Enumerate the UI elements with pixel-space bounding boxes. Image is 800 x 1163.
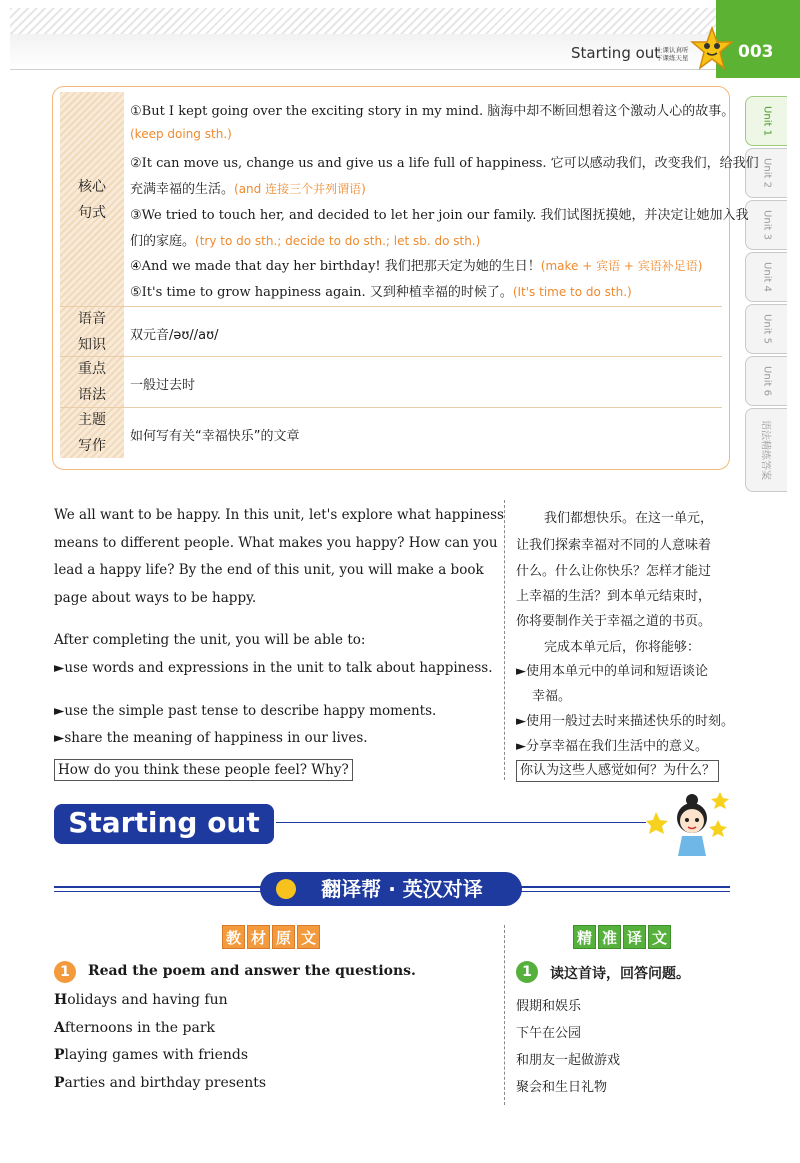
tab-unit-6[interactable]: Unit 6 xyxy=(745,356,787,406)
header-motto: 上课认真听 下课练天星 xyxy=(656,46,689,62)
intro-en-line: After completing the unit, you will be able to: xyxy=(54,632,366,648)
sentence-line: ①But I kept going over the exciting story in my mind. 脑海中却不断回想着这个激动人心的故事。 xyxy=(130,104,735,119)
intro-en-line: lead a happy life? By the end of this unit, you will make a book xyxy=(54,562,484,578)
row-divider xyxy=(60,407,722,408)
tab-grammar-answers[interactable]: 语法精练答案 xyxy=(745,408,787,492)
activity-number-en: 1 xyxy=(54,961,76,983)
intro-zh-line: 让我们探索幸福对不同的人意味着 xyxy=(516,538,712,553)
row-divider xyxy=(60,306,722,307)
label-writing: 主题 写作 xyxy=(78,412,106,454)
intro-en-question: How do you think these people feel? Why? xyxy=(54,759,353,781)
sentence-note: (keep doing sth.) xyxy=(130,127,232,141)
running-title: Starting out xyxy=(571,44,661,62)
translation-banner: 翻译帮 · 英汉对译 xyxy=(260,872,522,906)
row-divider xyxy=(60,356,722,357)
lightbulb-icon xyxy=(276,879,296,899)
intro-zh-bullet: ►使用本单元中的单词和短语谈论 xyxy=(516,664,708,679)
writing-text: 如何写有关“幸福快乐”的文章 xyxy=(130,429,300,444)
intro-en-line: We all want to be happy. In this unit, let's explore what happiness xyxy=(54,507,504,523)
column-divider xyxy=(504,500,505,780)
section-title-rule xyxy=(276,822,646,823)
intro-en-line: means to different people. What makes you happy? How can you xyxy=(54,535,498,551)
pronunciation-text: 双元音/əʊ//aʊ/ xyxy=(130,328,219,343)
tab-unit-5[interactable]: Unit 5 xyxy=(745,304,787,354)
label-core-sentences: 核心 句式 xyxy=(78,179,106,221)
poem-line-en: Playing games with friends xyxy=(54,1047,249,1063)
tag-translation: 精 准 译 文 xyxy=(573,925,671,949)
sentence-line: ②It can move us, change us and give us a life full of happiness. 它可以感动我们，改变我们，给我们 xyxy=(130,156,759,171)
sentence-line: ③We tried to touch her, and decided to let her join our family. 我们试图抚摸她，并决定让她加入我 xyxy=(130,208,749,223)
tab-unit-3[interactable]: Unit 3 xyxy=(745,200,787,250)
girl-mascot-icon xyxy=(646,790,730,860)
sentence-line: ④And we made that day her birthday! 我们把那天定为她的生日！(make + 宾语 + 宾语补足语) xyxy=(130,259,703,274)
intro-zh-line: 完成本单元后，你将能够： xyxy=(544,640,701,655)
intro-zh-line: 你将要制作关于幸福之道的书页。 xyxy=(516,614,712,629)
intro-en-line: page about ways to be happy. xyxy=(54,590,257,606)
poem-line-zh: 聚会和生日礼物 xyxy=(516,1080,608,1095)
section-title-banner: Starting out xyxy=(54,804,274,844)
column-divider xyxy=(504,925,505,1105)
tab-unit-4[interactable]: Unit 4 xyxy=(745,252,787,302)
sentence-line: ⑤It's time to grow happiness again. 又到种植幸福的时候了。(It's time to do sth.) xyxy=(130,285,632,300)
tab-unit-2[interactable]: Unit 2 xyxy=(745,148,787,198)
tab-unit-1[interactable]: Unit 1 xyxy=(745,96,787,146)
header-stripe xyxy=(10,8,730,36)
intro-zh-line: 我们都想快乐。在这一单元， xyxy=(544,511,714,526)
sentence-line: 们的家庭。(try to do sth.; decide to do sth.; let sb. do sth.) xyxy=(130,234,481,249)
poem-line-en: Afternoons in the park xyxy=(54,1020,215,1036)
intro-en-bullet: ►use words and expressions in the unit to talk about happiness. xyxy=(54,660,493,676)
poem-line-zh: 和朋友一起做游戏 xyxy=(516,1053,621,1068)
intro-zh-bullet: ►分享幸福在我们生活中的意义。 xyxy=(516,739,708,754)
poem-line-zh: 假期和娱乐 xyxy=(516,999,582,1014)
intro-en-bullet: ►use the simple past tense to describe happy moments. xyxy=(54,703,437,719)
intro-zh-line: 上幸福的生活？到本单元结束时， xyxy=(516,589,712,604)
tag-original-text: 教 材 原 文 xyxy=(222,925,320,949)
star-mascot-icon xyxy=(690,26,734,72)
page-number: 003 xyxy=(738,42,774,62)
intro-en-bullet: ►share the meaning of happiness in our lives. xyxy=(54,730,368,746)
intro-zh-question: 你认为这些人感觉如何？为什么？ xyxy=(516,760,719,782)
intro-zh-line: 幸福。 xyxy=(532,689,572,704)
activity-instruction-en: Read the poem and answer the questions. xyxy=(88,963,416,979)
activity-instruction-zh: 读这首诗，回答问题。 xyxy=(550,966,690,982)
label-grammar: 重点 语法 xyxy=(78,361,106,403)
poem-line-en: Holidays and having fun xyxy=(54,992,228,1008)
sentence-line: 充满幸福的生活。(and 连接三个并列谓语) xyxy=(130,182,366,197)
activity-number-zh: 1 xyxy=(516,961,538,983)
poem-line-zh: 下午在公园 xyxy=(516,1026,582,1041)
intro-zh-line: 什么。什么让你快乐？怎样才能过 xyxy=(516,564,712,579)
poem-line-en: Parties and birthday presents xyxy=(54,1075,267,1091)
intro-zh-bullet: ►使用一般过去时来描述快乐的时刻。 xyxy=(516,714,734,729)
grammar-text: 一般过去时 xyxy=(130,378,196,393)
label-pronunciation: 语音 知识 xyxy=(78,311,106,353)
summary-table xyxy=(60,92,759,458)
page-header xyxy=(0,0,800,80)
